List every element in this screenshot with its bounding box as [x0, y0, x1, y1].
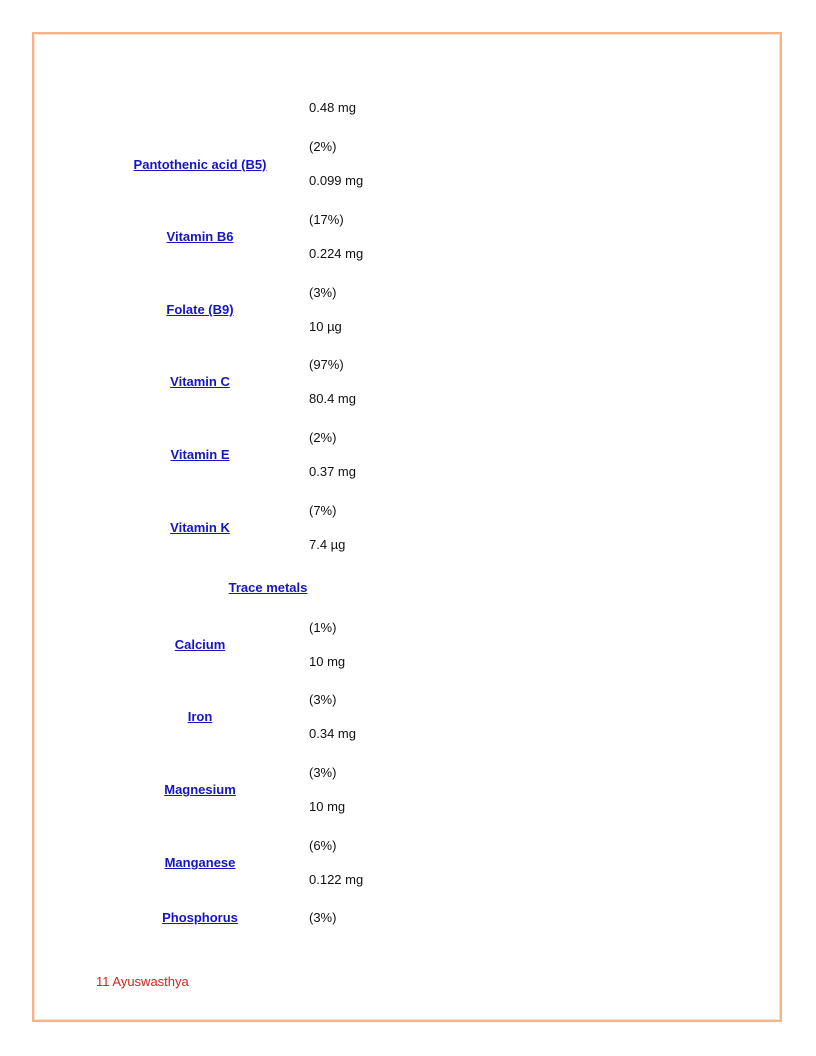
link-iron[interactable]: Iron	[187, 709, 213, 724]
link-magnesium[interactable]: Magnesium	[164, 782, 236, 797]
nutrient-value: 10 mg	[309, 654, 346, 669]
link-trace-metals[interactable]: Trace metals	[228, 580, 308, 595]
nutrient-percent: (3%)	[309, 692, 337, 707]
link-vitamin-k[interactable]: Vitamin K	[170, 520, 230, 535]
nutrient-percent: (1%)	[309, 620, 337, 635]
nutrient-value: 80.4 mg	[309, 391, 356, 406]
link-calcium[interactable]: Calcium	[174, 637, 226, 652]
nutrient-percent: (97%)	[309, 357, 344, 372]
nutrient-percent: (3%)	[309, 285, 337, 300]
page-footer: 11 Ayuswasthya	[96, 974, 189, 989]
link-pantothenic-acid[interactable]: Pantothenic acid (B5)	[133, 157, 267, 172]
link-vitamin-b6[interactable]: Vitamin B6	[166, 229, 234, 244]
nutrient-value: 10 mg	[309, 799, 346, 814]
nutrient-value: 7.4 µg	[309, 537, 346, 552]
nutrient-value: 0.122 mg	[309, 872, 364, 887]
link-vitamin-c[interactable]: Vitamin C	[170, 374, 230, 389]
nutrient-value: 0.34 mg	[309, 726, 356, 741]
nutrient-percent: (17%)	[309, 212, 344, 227]
nutrient-value: 0.224 mg	[309, 246, 364, 261]
nutrient-value: 0.48 mg	[309, 100, 356, 115]
link-vitamin-e[interactable]: Vitamin E	[170, 447, 230, 462]
nutrient-percent: (3%)	[309, 910, 337, 925]
page-border	[32, 32, 782, 1022]
nutrient-value: 10 µg	[309, 319, 342, 334]
link-phosphorus[interactable]: Phosphorus	[162, 910, 238, 925]
nutrient-percent: (2%)	[309, 430, 337, 445]
nutrient-value: 0.37 mg	[309, 464, 356, 479]
link-folate[interactable]: Folate (B9)	[166, 302, 234, 317]
nutrient-percent: (2%)	[309, 139, 337, 154]
nutrient-value: 0.099 mg	[309, 173, 364, 188]
nutrient-percent: (7%)	[309, 503, 337, 518]
nutrient-percent: (6%)	[309, 838, 337, 853]
link-manganese[interactable]: Manganese	[164, 855, 236, 870]
nutrient-percent: (3%)	[309, 765, 337, 780]
